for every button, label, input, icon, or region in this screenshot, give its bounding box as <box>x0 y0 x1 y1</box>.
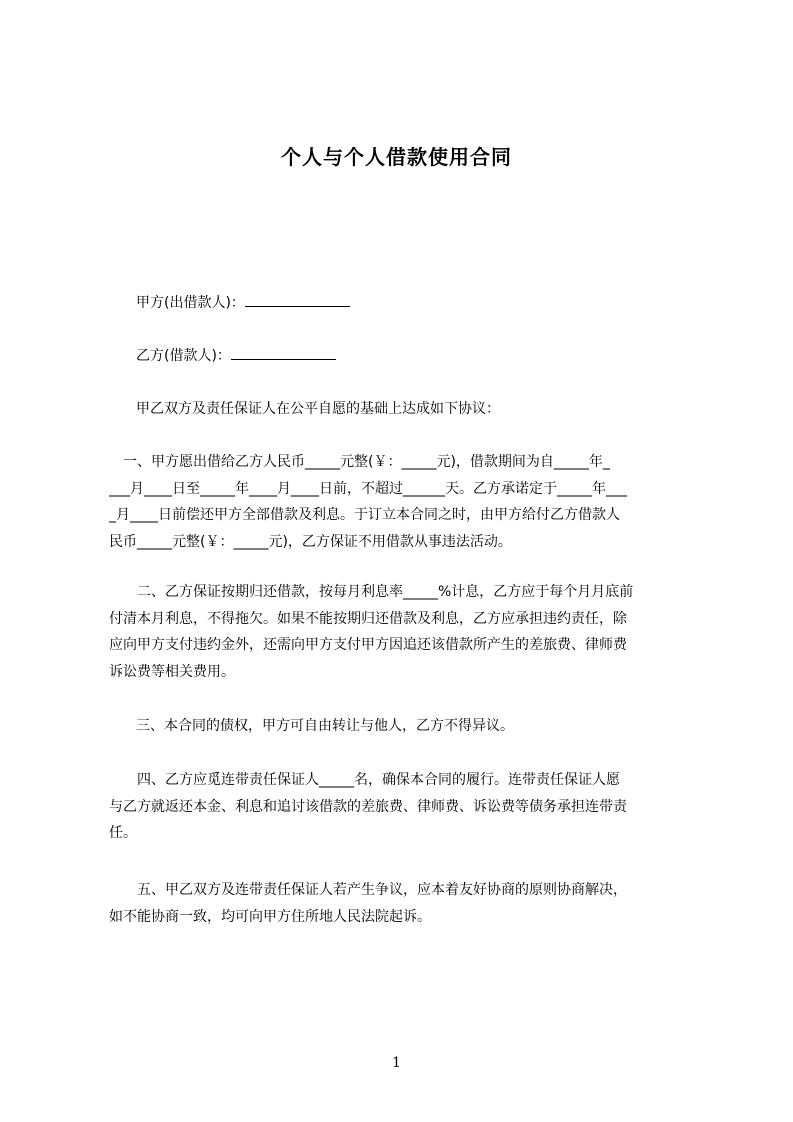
clause-4 <box>109 767 701 847</box>
clause-1-line: 一、甲方愿出借给乙方人民币_____元整(￥：_____元)，借款期间为自_____年_ <box>109 454 610 470</box>
party-a-blank <box>245 292 350 307</box>
clause-1-line: _月____日前偿还甲方全部借款及利息。于订立本合同之时，由甲方给付乙方借款人 <box>109 507 620 523</box>
clause-1 <box>109 449 701 555</box>
party-b-blank <box>231 345 336 360</box>
clause-4-line: 任。 <box>109 825 137 841</box>
clause-2-line: 二、乙方保证按期归还借款，按每月利息率_____%计息，乙方应于每个月月底前 <box>109 584 634 600</box>
clause-4-line: 与乙方就返还本金、利息和追讨该借款的差旅费、律师费、诉讼费等债务承担连带责 <box>109 798 627 815</box>
clause-5-line: 五、甲乙双方及连带责任保证人若产生争议，应本着友好协商的原则协商解决， <box>109 882 627 898</box>
clause-1-line: 民币_____元整(￥：_____元)，乙方保证不用借款从事违法活动。 <box>109 533 512 550</box>
party-b-label: 乙方(借款人)： <box>136 348 231 364</box>
document-title: 个人与个人借款使用合同 <box>281 145 512 169</box>
clause-5 <box>109 877 701 930</box>
clause-2 <box>109 579 701 685</box>
page-number: 1 <box>392 1055 401 1071</box>
party-a-line <box>136 292 350 313</box>
clause-2-line: 付清本月利息，不得拖欠。如果不能按期归还借款及利息，乙方应承担违约责任，除 <box>109 610 627 627</box>
party-b-line <box>136 345 336 366</box>
party-a-label: 甲方(出借款人)： <box>136 295 245 311</box>
clause-2-line: 诉讼费等相关费用。 <box>109 663 235 680</box>
clause-3: 三、本合同的债权，甲方可自由转让与他人，乙方不得异议。 <box>136 718 514 734</box>
preamble: 甲乙双方及责任保证人在公平自愿的基础上达成如下协议： <box>136 401 500 417</box>
clause-2-line: 应向甲方支付违约金外，还需向甲方支付甲方因追还该借款所产生的差旅费、律师费 <box>109 637 627 653</box>
clause-5-line: 如不能协商一致，均可向甲方住所地人民法院起诉。 <box>109 908 431 925</box>
clause-1-line: ___月____日至_____年____月____日前，不超过______天。乙方承诺定于_____年___ <box>109 480 627 497</box>
clause-4-line: 四、乙方应觅连带责任保证人_____名，确保本合同的履行。连带责任保证人愿 <box>109 772 620 788</box>
